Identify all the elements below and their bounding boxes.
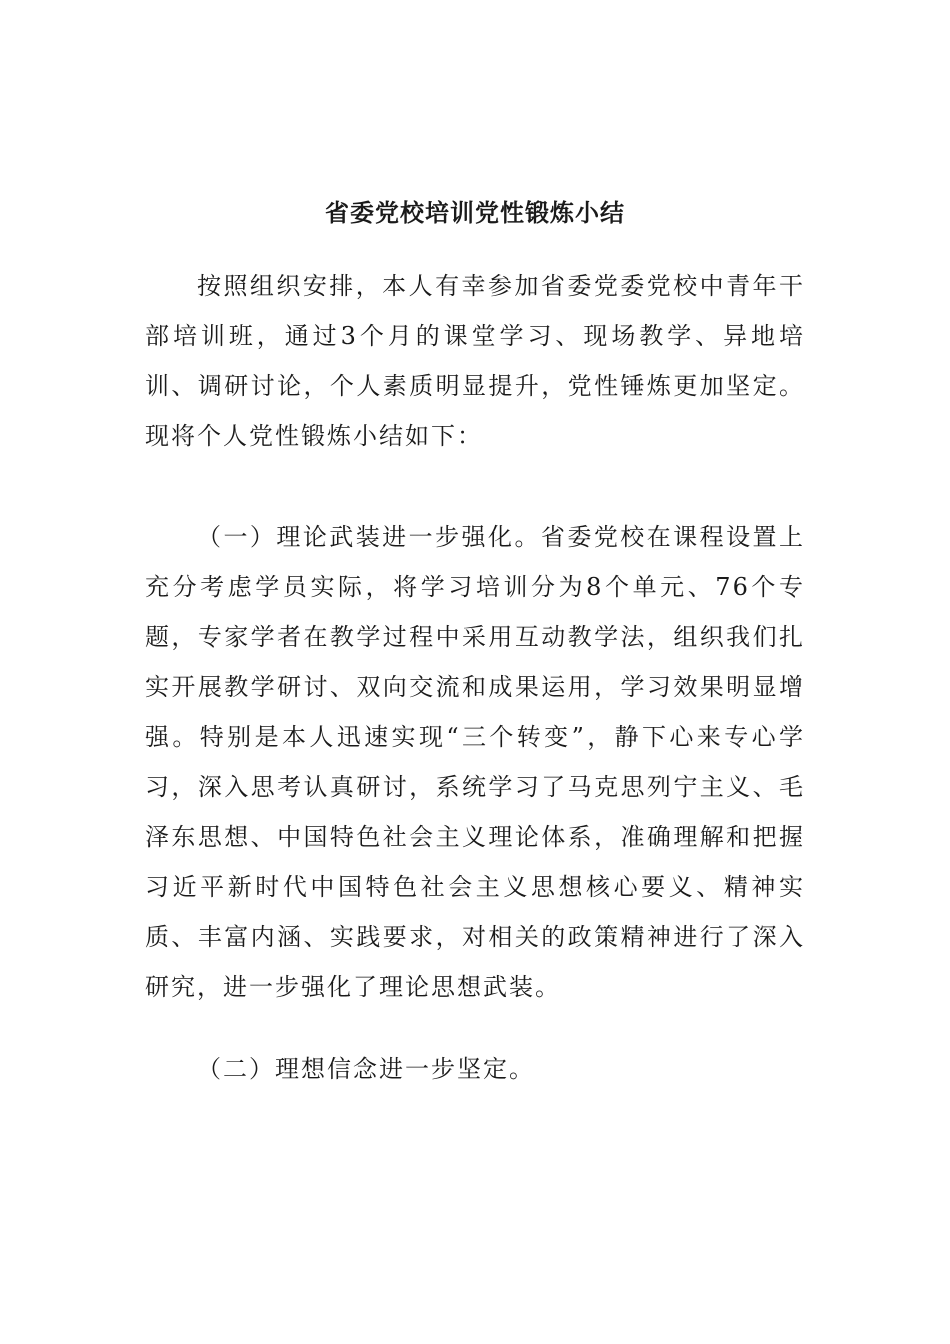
paragraph-section-one: （一）理论武装进一步强化。省委党校在课程设置上充分考虑学员实际，将学习培训分为8个单元、76个专题，专家学者在教学过程中采用互动教学法，组织我们扎实开展教学研讨、双向交流和成果运用，学习效果明显增强。特别是本人迅速实现“三个转变”，静下心来专心学习，深入思考认真研讨，系统学习了马克思列宁主义、毛泽东思想、中国特色社会主义理论体系，准确理解和把握习近平新时代中国特色社会主义思想核心要义、精神实质、丰富内涵、实践要求，对相关的政策精神进行了深入研究，进一步强化了理论思想武装。 xyxy=(145,523,805,1001)
paragraph-intro: 按照组织安排，本人有幸参加省委党委党校中青年干部培训班，通过3个月的课堂学习、现场教学、异地培训、调研讨论，个人素质明显提升，党性锤炼更加坚定。现将个人党性锻炼小结如下： xyxy=(145,272,805,450)
document-title: 省委党校培训党性锻炼小结 xyxy=(325,198,625,227)
paragraph-section-two: （二）理想信念进一步坚定。 xyxy=(197,1055,535,1083)
